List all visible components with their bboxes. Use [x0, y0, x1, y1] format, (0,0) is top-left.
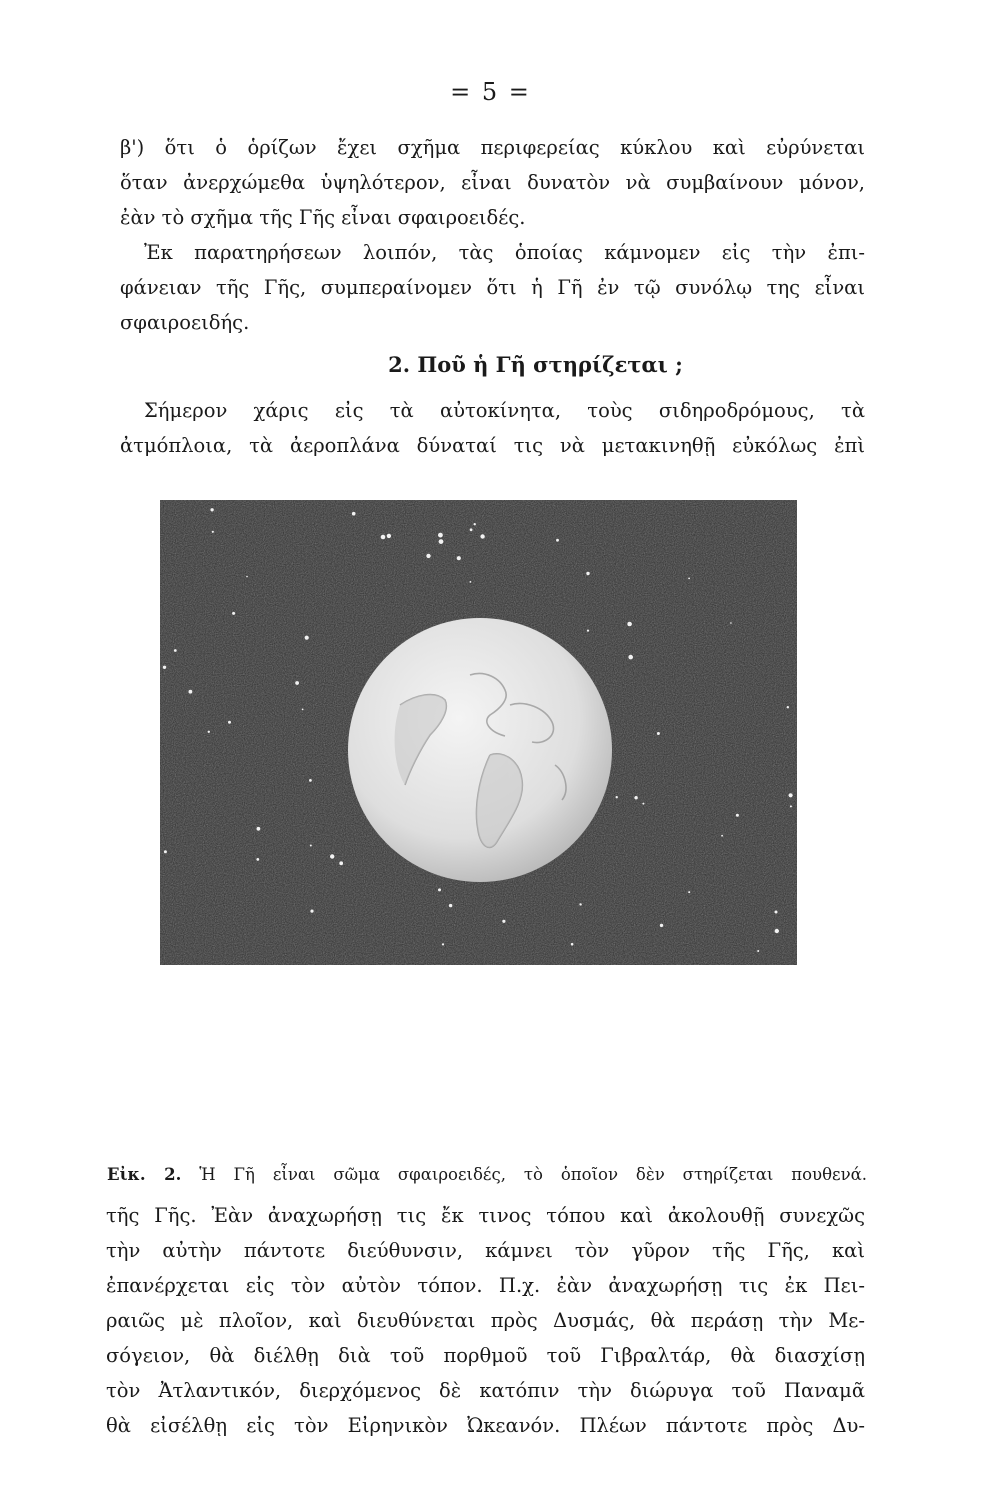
- page-number: = 5 =: [450, 78, 531, 106]
- text-line: ἐπανέρχεται εἰς τὸν αὐτὸν τόπον. Π.χ. ἐὰν ἀναχωρήσῃ τις ἐκ Πει-: [106, 1274, 865, 1297]
- text-line: β') ὅτι ὁ ὁρίζων ἔχει σχῆμα περιφερείας κύκλου καὶ εὐρύνεται: [120, 136, 865, 159]
- text-line: φάνειαν τῆς Γῆς, συμπεραίνομεν ὅτι ἡ Γῆ ἐν τῷ συνόλῳ της εἶναι: [120, 276, 865, 299]
- star: [587, 630, 589, 632]
- star: [660, 924, 663, 927]
- text-block-top: [120, 130, 865, 340]
- text-block-bottom: [106, 1198, 865, 1443]
- text-line: τὴν αὐτὴν πάντοτε διεύθυνσιν, κάμνει τὸν γῦρον τῆς Γῆς, καὶ: [106, 1239, 865, 1262]
- star: [381, 535, 386, 540]
- star: [634, 796, 637, 799]
- text-line: ραιῶς μὲ πλοῖον, καὶ διευθύνεται πρὸς Δυσμάς, θὰ περάσῃ τὴν Με-: [106, 1309, 865, 1332]
- star: [586, 572, 589, 575]
- star: [438, 533, 443, 538]
- star: [438, 888, 441, 891]
- star: [174, 649, 177, 652]
- star: [688, 891, 690, 893]
- star: [310, 845, 312, 847]
- text-line: Ἐκ παρατηρήσεων λοιπόν, τὰς ὁποίας κάμνομεν εἰς τὴν ἐπι-: [144, 241, 865, 264]
- text-line: σφαιροειδής.: [120, 311, 250, 334]
- star: [736, 814, 739, 817]
- star: [571, 943, 574, 946]
- star: [556, 539, 559, 542]
- star: [302, 709, 304, 711]
- text-line: σόγειον, θὰ διέλθῃ διὰ τοῦ πορθμοῦ τοῦ Γιβραλτάρ, θὰ διασχίσῃ: [106, 1344, 865, 1367]
- star: [627, 622, 632, 627]
- star: [480, 534, 484, 538]
- figure-caption: [107, 1165, 867, 1184]
- star: [439, 539, 444, 544]
- text-line: ὅταν ἀνερχώμεθα ὑψηλότερον, εἶναι δυνατὸν νὰ συμβαίνουν μόνον,: [120, 171, 865, 194]
- star: [775, 911, 778, 914]
- star: [628, 655, 633, 660]
- star: [339, 861, 343, 865]
- star: [210, 508, 213, 511]
- text-line: τῆς Γῆς. Ἐὰν ἀναχωρήσῃ τις ἔκ τινος τόπου καὶ ἀκολουθῇ συνεχῶς: [106, 1204, 865, 1227]
- star: [790, 805, 792, 807]
- star: [189, 690, 193, 694]
- star: [387, 534, 391, 538]
- text-line: ἐὰν τὸ σχῆμα τῆς Γῆς εἶναι σφαιροειδές.: [120, 206, 526, 229]
- text-block-middle: [120, 393, 865, 463]
- star: [442, 943, 444, 945]
- section-heading: 2. Ποῦ ἡ Γῆ στηρίζεται ;: [388, 352, 683, 377]
- star: [775, 929, 779, 933]
- star: [579, 903, 581, 905]
- caption-label: Εἰκ. 2.: [107, 1165, 182, 1184]
- star: [256, 858, 259, 861]
- star: [232, 612, 235, 615]
- star: [208, 731, 210, 733]
- star: [426, 554, 430, 558]
- text-line: ἀτμόπλοια, τὰ ἀεροπλάνα δύναταί τις νὰ μετακινηθῇ εὐκόλως ἐπὶ: [120, 434, 865, 457]
- star: [502, 920, 505, 923]
- star: [470, 581, 472, 583]
- star: [730, 622, 732, 624]
- star: [474, 523, 476, 525]
- text-line: Σήμερον χάρις εἰς τὰ αὐτοκίνητα, τοὺς σιδηροδρόμους, τὰ: [144, 399, 865, 422]
- star: [352, 512, 356, 516]
- star: [164, 850, 167, 853]
- star: [757, 950, 759, 952]
- star: [787, 706, 789, 708]
- text-line: θὰ εἰσέλθῃ εἰς τὸν Εἰρηνικὸν Ὠκεανόν. Πλέων πάντοτε πρὸς Δυ-: [106, 1414, 865, 1437]
- star: [449, 904, 452, 907]
- star: [212, 531, 214, 533]
- star: [246, 576, 248, 578]
- star: [688, 578, 690, 580]
- star: [642, 803, 644, 805]
- star: [721, 835, 723, 837]
- star: [295, 681, 299, 685]
- star: [470, 528, 473, 531]
- caption-text: Ἡ Γῆ εἶναι σῶμα σφαιροειδές, τὸ ὁποῖον δὲν στηρίζεται πουθενά.: [199, 1165, 867, 1184]
- star: [457, 556, 461, 560]
- star: [789, 793, 793, 797]
- earth-figure: [160, 500, 797, 965]
- earth-globe: [348, 618, 612, 882]
- star: [305, 636, 309, 640]
- star: [310, 910, 313, 913]
- star: [309, 779, 312, 782]
- text-line: τὸν Ἀτλαντικόν, διερχόμενος δὲ κατόπιν τὴν διώρυγα τοῦ Παναμᾶ: [106, 1379, 865, 1402]
- star: [657, 732, 660, 735]
- earth-in-space-illustration: [160, 500, 797, 965]
- star: [330, 854, 334, 858]
- star: [163, 666, 166, 669]
- star: [616, 796, 618, 798]
- star: [257, 827, 261, 831]
- star: [228, 721, 231, 724]
